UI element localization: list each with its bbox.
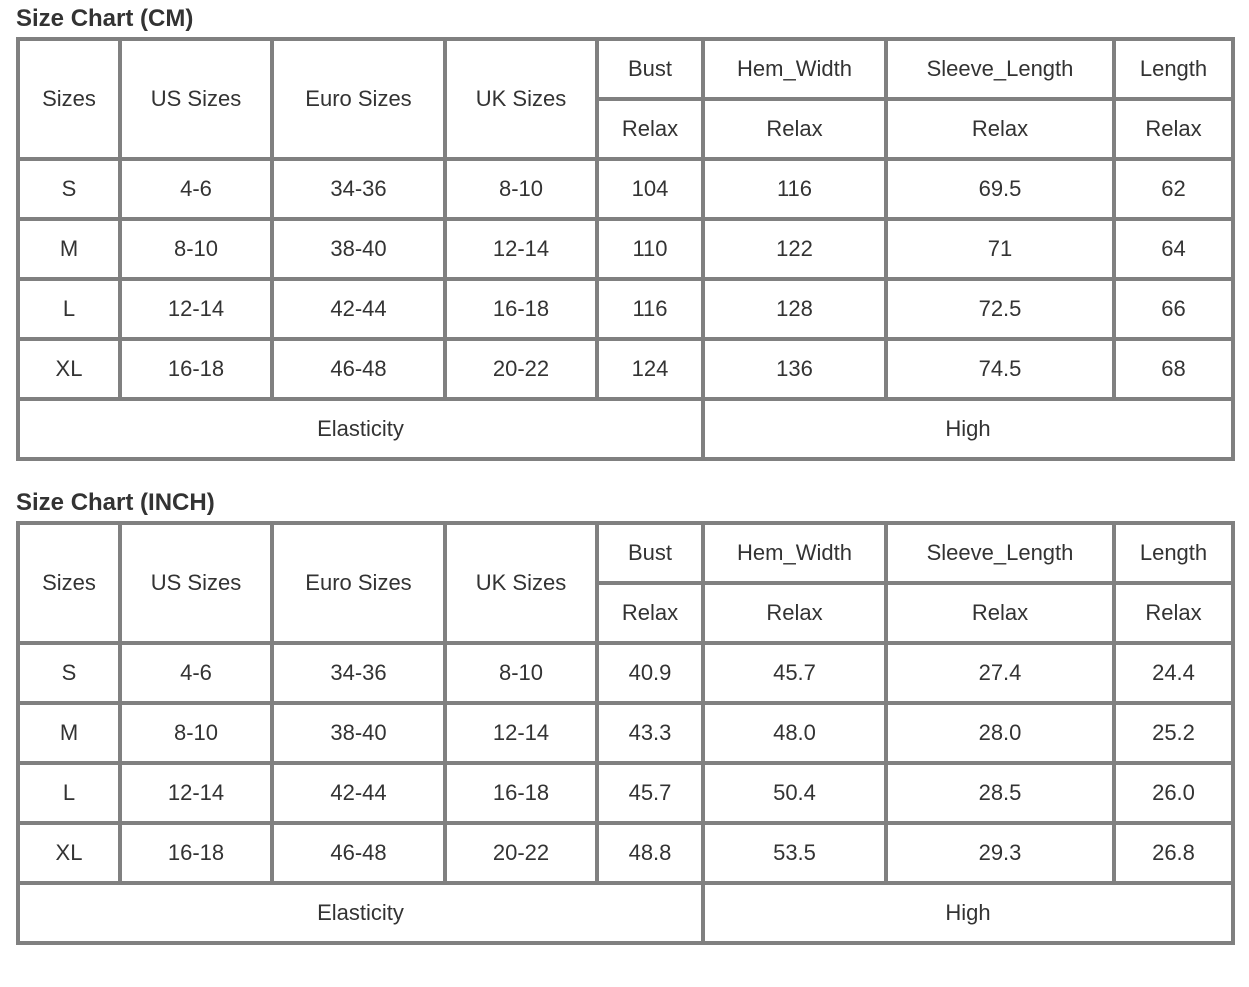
header-length: Length [1114,39,1233,99]
cell-us-size: 4-6 [120,159,272,219]
cell-bust: 104 [597,159,703,219]
elasticity-label: Elasticity [18,883,703,943]
header-sleeve-length: Sleeve_Length [886,523,1114,583]
cell-euro-size: 38-40 [272,219,445,279]
cell-uk-size: 20-22 [445,823,597,883]
cell-hem-width: 45.7 [703,643,886,703]
cell-sleeve-length: 29.3 [886,823,1114,883]
cell-length: 26.8 [1114,823,1233,883]
header-hem-width: Hem_Width [703,523,886,583]
cell-bust: 40.9 [597,643,703,703]
subheader-relax: Relax [597,99,703,159]
cell-length: 25.2 [1114,703,1233,763]
cell-us-size: 16-18 [120,823,272,883]
cell-uk-size: 8-10 [445,643,597,703]
cell-bust: 116 [597,279,703,339]
cell-uk-size: 16-18 [445,279,597,339]
cell-euro-size: 34-36 [272,643,445,703]
cell-us-size: 8-10 [120,219,272,279]
header-us-sizes: US Sizes [120,523,272,643]
size-chart-cm-title: Size Chart (CM) [16,5,194,32]
header-sizes: Sizes [18,39,120,159]
cell-sleeve-length: 71 [886,219,1114,279]
cell-euro-size: 46-48 [272,339,445,399]
cell-us-size: 12-14 [120,763,272,823]
subheader-relax: Relax [1114,583,1233,643]
cell-hem-width: 53.5 [703,823,886,883]
cell-sleeve-length: 74.5 [886,339,1114,399]
header-euro-sizes: Euro Sizes [272,523,445,643]
cell-sleeve-length: 69.5 [886,159,1114,219]
cell-size: M [18,703,120,763]
cell-sleeve-length: 27.4 [886,643,1114,703]
subheader-relax: Relax [703,583,886,643]
header-us-sizes: US Sizes [120,39,272,159]
cell-hem-width: 116 [703,159,886,219]
cell-us-size: 8-10 [120,703,272,763]
header-bust: Bust [597,39,703,99]
cell-sleeve-length: 28.5 [886,763,1114,823]
cell-size: L [18,763,120,823]
header-sizes: Sizes [18,523,120,643]
cell-hem-width: 122 [703,219,886,279]
cell-bust: 124 [597,339,703,399]
cell-bust: 43.3 [597,703,703,763]
cell-length: 26.0 [1114,763,1233,823]
table-row [18,159,1233,219]
size-chart-inch-table [16,521,1235,945]
subheader-relax: Relax [886,583,1114,643]
table-row [18,219,1233,279]
cell-hem-width: 136 [703,339,886,399]
header-euro-sizes: Euro Sizes [272,39,445,159]
table-row [18,339,1233,399]
header-length: Length [1114,523,1233,583]
table-row [18,763,1233,823]
cell-size: M [18,219,120,279]
cell-hem-width: 128 [703,279,886,339]
header-bust: Bust [597,523,703,583]
cell-size: L [18,279,120,339]
cell-uk-size: 12-14 [445,703,597,763]
cell-size: S [18,159,120,219]
subheader-relax: Relax [703,99,886,159]
table-row [18,643,1233,703]
cell-length: 64 [1114,219,1233,279]
cell-euro-size: 46-48 [272,823,445,883]
cell-euro-size: 38-40 [272,703,445,763]
cell-size: S [18,643,120,703]
cell-bust: 48.8 [597,823,703,883]
elasticity-value: High [703,883,1233,943]
cell-sleeve-length: 72.5 [886,279,1114,339]
header-uk-sizes: UK Sizes [445,39,597,159]
cell-bust: 45.7 [597,763,703,823]
cell-bust: 110 [597,219,703,279]
header-hem-width: Hem_Width [703,39,886,99]
cell-euro-size: 34-36 [272,159,445,219]
cell-euro-size: 42-44 [272,763,445,823]
size-chart-cm-table [16,37,1235,461]
cell-us-size: 16-18 [120,339,272,399]
cell-length: 68 [1114,339,1233,399]
cell-length: 24.4 [1114,643,1233,703]
cell-us-size: 4-6 [120,643,272,703]
subheader-relax: Relax [886,99,1114,159]
table-row [18,279,1233,339]
cell-length: 62 [1114,159,1233,219]
cell-uk-size: 12-14 [445,219,597,279]
cell-uk-size: 16-18 [445,763,597,823]
table-row [18,703,1233,763]
header-row [18,523,1233,583]
cell-uk-size: 20-22 [445,339,597,399]
subheader-relax: Relax [597,583,703,643]
elasticity-row [18,399,1233,459]
size-chart-inch-title: Size Chart (INCH) [16,489,215,516]
cell-us-size: 12-14 [120,279,272,339]
cell-uk-size: 8-10 [445,159,597,219]
cell-size: XL [18,823,120,883]
cell-euro-size: 42-44 [272,279,445,339]
cell-hem-width: 48.0 [703,703,886,763]
elasticity-value: High [703,399,1233,459]
cell-sleeve-length: 28.0 [886,703,1114,763]
cell-hem-width: 50.4 [703,763,886,823]
subheader-relax: Relax [1114,99,1233,159]
elasticity-row [18,883,1233,943]
cell-length: 66 [1114,279,1233,339]
header-sleeve-length: Sleeve_Length [886,39,1114,99]
header-row [18,39,1233,99]
cell-size: XL [18,339,120,399]
elasticity-label: Elasticity [18,399,703,459]
table-row [18,823,1233,883]
header-uk-sizes: UK Sizes [445,523,597,643]
